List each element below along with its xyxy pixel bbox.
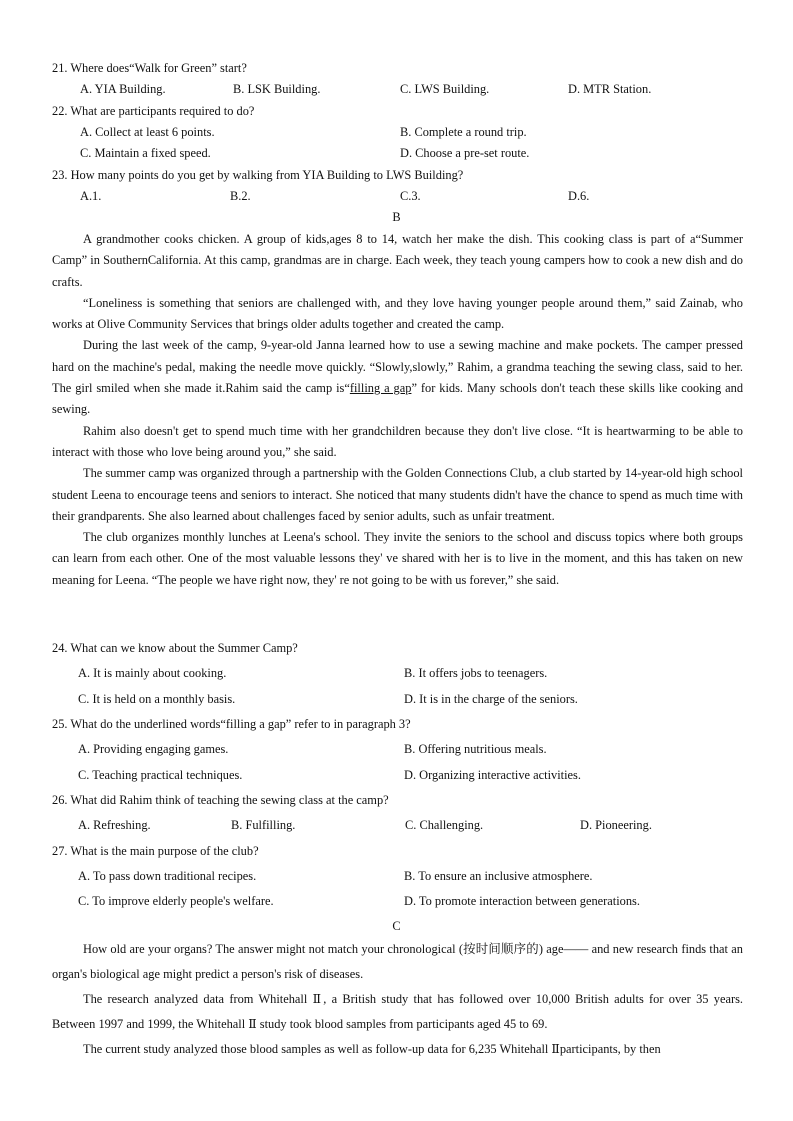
q22-option-d: D. Choose a pre-set route. <box>400 146 530 160</box>
passage-b-paragraph-4: Rahim also doesn't get to spend much time with her grandchildren because they don't live close. “It is heartwarming to be able to interact with those who love being around you,” she said. <box>52 423 743 459</box>
question-25-stem: 25. What do the underlined words“filling a gap” refer to in paragraph 3? <box>52 717 411 731</box>
q26-option-b: B. Fulfilling. <box>231 818 296 832</box>
passage-b-paragraph-6: The club organizes monthly lunches at Leena's school. They invite the seniors to the school and discuss topics where both groups can learn from each other. One of the most valuable lessons they' ve shared with her is to live in the moment, and this has taken on new meaning for Leena. “The people we have right now, they' re not going to be with us forever,” she said. <box>52 530 743 587</box>
question-23-stem: 23. How many points do you get by walking from YIA Building to LWS Building? <box>52 168 464 182</box>
q21-option-a: A. YIA Building. <box>80 82 166 96</box>
q24-option-b: B. It offers jobs to teenagers. <box>404 666 548 680</box>
passage-c-paragraph-3: The current study analyzed those blood samples as well as follow-up data for 6,235 Whitehall Ⅱparticipants, by then <box>83 1042 661 1056</box>
passage-c-paragraph-2: The research analyzed data from Whitehall Ⅱ, a British study that has followed over 10,000 British adults for over 35 years. Between 1997 and 1999, the Whitehall Ⅱ study took blood samples from participants aged 45 to 69. <box>52 992 743 1031</box>
q21-option-b: B. LSK Building. <box>233 82 321 96</box>
q22-option-b: B. Complete a round trip. <box>400 125 527 139</box>
section-b-heading: B <box>392 210 401 224</box>
q25-option-c: C. Teaching practical techniques. <box>78 768 243 782</box>
q26-option-c: C. Challenging. <box>405 818 484 832</box>
passage-c-paragraph-1: How old are your organs? The answer might not match your chronological (按时间顺序的) age—— and new research finds that an organ's biological age might predict a person's risk of diseases. <box>52 942 743 981</box>
q24-option-c: C. It is held on a monthly basis. <box>78 692 236 706</box>
q27-option-a: A. To pass down traditional recipes. <box>78 869 257 883</box>
question-27-stem: 27. What is the main purpose of the club? <box>52 844 259 858</box>
q27-option-b: B. To ensure an inclusive atmosphere. <box>404 869 593 883</box>
q27-option-d: D. To promote interaction between generations. <box>404 894 640 908</box>
paragraph-3-text-end: ” for kids. Many schools don't teach these skills like cooking and sewing. <box>52 381 744 417</box>
q23-option-c: C.3. <box>400 189 421 203</box>
q25-option-a: A. Providing engaging games. <box>78 742 229 756</box>
q25-option-d: D. Organizing interactive activities. <box>404 768 581 782</box>
q22-option-a: A. Collect at least 6 points. <box>80 125 215 139</box>
paragraph-3-text-start: During the last week of the camp, 9-year-old Janna learned how to use a sewing machine and make pockets. The camper pressed hard on the machine's pedal, making the needle move quickly. “Slowly,slowly,” Rahim, a grandma teaching the sewing class, said to her. The girl smiled when she made it.Rahim said the camp is“ <box>52 338 743 396</box>
question-26-stem: 26. What did Rahim think of teaching the sewing class at the camp? <box>52 793 389 807</box>
question-24-stem: 24. What can we know about the Summer Camp? <box>52 641 298 655</box>
q24-option-a: A. It is mainly about cooking. <box>78 666 227 680</box>
underlined-phrase: filling a gap <box>349 381 412 396</box>
question-21-stem: 21. Where does“Walk for Green” start? <box>52 61 247 75</box>
q25-option-b: B. Offering nutritious meals. <box>404 742 547 756</box>
passage-b-paragraph-2: “Loneliness is something that seniors are challenged with, and they love having younger people around them,” said Zainab, who works at Olive Community Services that brings older adults together and created the camp. <box>52 295 743 332</box>
q26-option-a: A. Refreshing. <box>78 818 151 832</box>
q27-option-c: C. To improve elderly people's welfare. <box>78 894 274 908</box>
q26-option-d: D. Pioneering. <box>580 818 652 832</box>
passage-b-paragraph-5: The summer camp was organized through a partnership with the Golden Connections Club, a club started by 14-year-old high school student Leena to encourage teens and seniors to interact. She noticed that many students didn't have the chance to spend as much time with their grandparents. She also learned about challenges faced by senior adults, such as unfair treatment. <box>52 466 743 523</box>
q21-option-c: C. LWS Building. <box>400 82 490 96</box>
q21-option-d: D. MTR Station. <box>568 82 652 96</box>
passage-b-paragraph-1: A grandmother cooks chicken. A group of kids,ages 8 to 14, watch her make the dish. This cooking class is part of a“Summer Camp” in SouthernCalifornia. At this camp, grandmas are in charge. Each week, they teach young campers how to cook a new dish and do crafts. <box>52 232 743 289</box>
q23-option-d: D.6. <box>568 189 590 203</box>
question-22-stem: 22. What are participants required to do? <box>52 104 255 118</box>
q24-option-d: D. It is in the charge of the seniors. <box>404 692 578 706</box>
q22-option-c: C. Maintain a fixed speed. <box>80 146 211 160</box>
section-c-heading: C <box>392 919 401 933</box>
passage-b-paragraph-3 <box>52 335 743 420</box>
passage-c <box>52 937 743 1062</box>
passage-b <box>52 229 743 591</box>
q23-option-b: B.2. <box>230 189 251 203</box>
q23-option-a: A.1. <box>80 189 102 203</box>
